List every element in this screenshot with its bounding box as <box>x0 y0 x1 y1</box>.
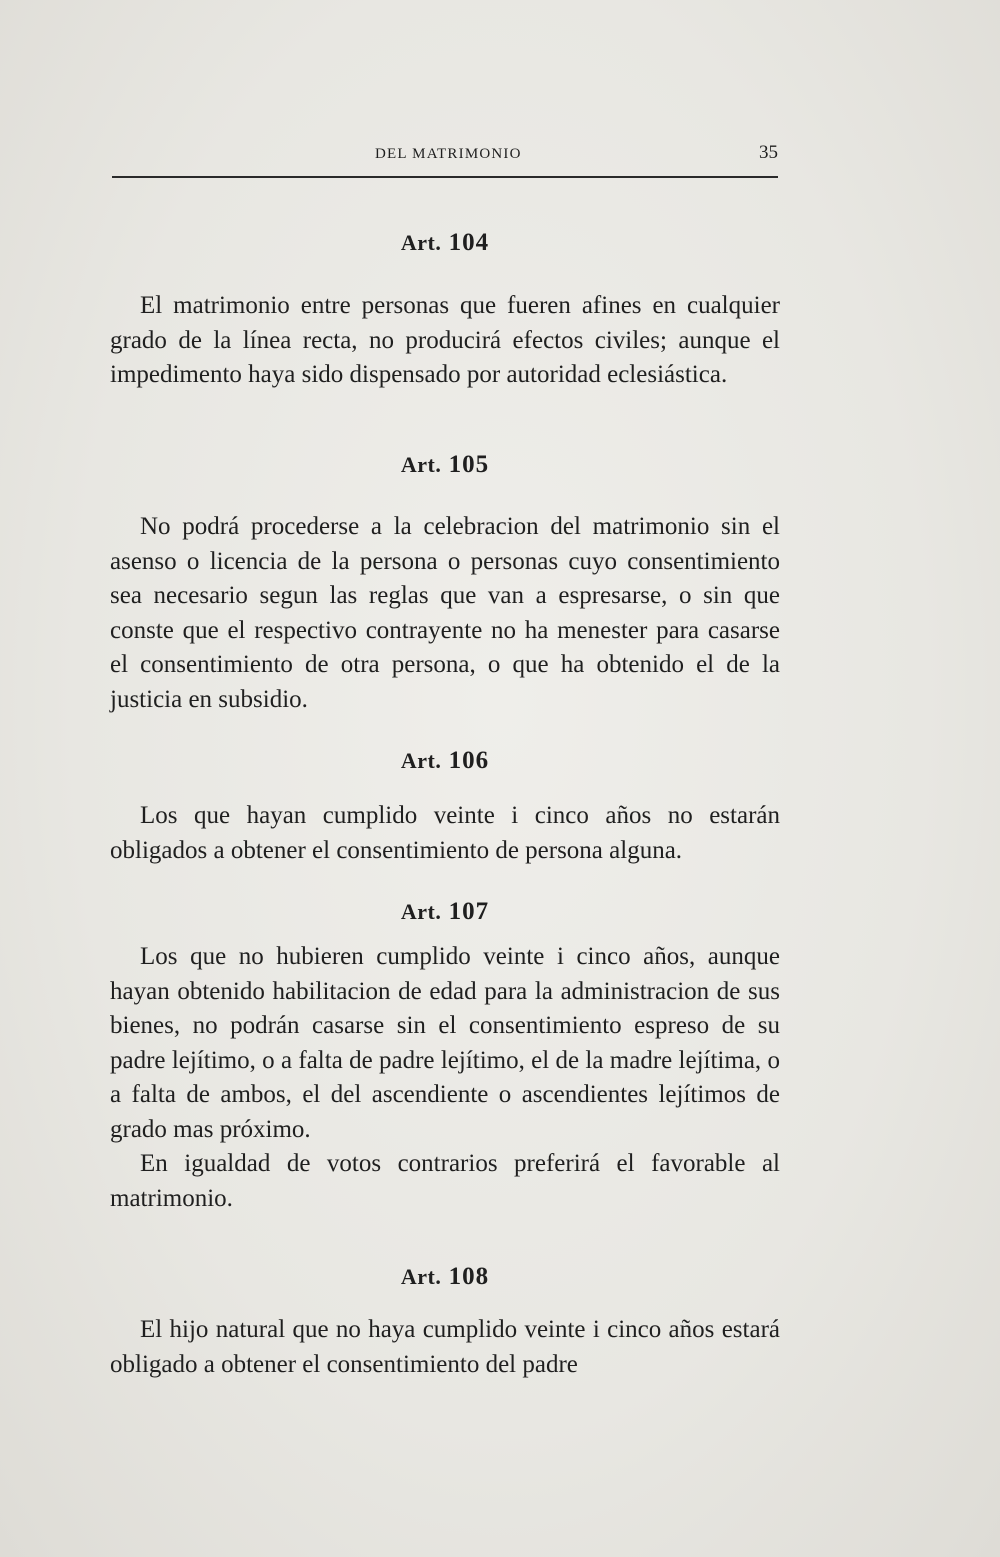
article-number: 104 <box>448 229 490 256</box>
article-heading <box>110 223 780 263</box>
article-label: Art. <box>400 1264 442 1289</box>
article-label: Art. <box>400 452 442 477</box>
article-104 <box>110 223 780 393</box>
article-number: 108 <box>448 1263 490 1290</box>
article-paragraph: El hijo natural que no haya cumplido veinte i cinco años estará obligado a obtener el consentimiento del padre <box>110 1316 780 1378</box>
article-heading <box>110 1257 780 1297</box>
article-paragraph: En igualdad de votos contrarios preferirá el favorable al matrimonio. <box>110 1150 780 1212</box>
article-106 <box>110 741 780 868</box>
article-label: Art. <box>400 899 442 924</box>
article-heading <box>110 741 780 781</box>
article-heading <box>110 892 780 932</box>
article-107 <box>110 892 780 1216</box>
article-105 <box>110 445 780 717</box>
article-number: 107 <box>448 898 490 925</box>
article-label: Art. <box>400 748 442 773</box>
page-number: 35 <box>759 142 778 163</box>
article-label: Art. <box>400 230 442 255</box>
article-paragraph: Los que no hubieren cumplido veinte i cinco años, aunque hayan obtenido habilitacion de edad para la administracion de sus bienes, no podrán casarse sin el consentimiento espreso de su padre lejítimo, o a falta de padre lejítimo, el de la madre lejítima, o a falta de ambos, el del ascendiente o ascendientes lejítimos de grado mas próximo. <box>110 943 780 1143</box>
article-paragraph: Los que hayan cumplido veinte i cinco años no estarán obligados a obtener el consentimiento de persona alguna. <box>110 802 780 864</box>
article-paragraph: El matrimonio entre personas que fueren afines en cualquier grado de la línea recta, no producirá efectos civiles; aunque el impedimento haya sido dispensado por autoridad eclesiástica. <box>110 292 780 388</box>
running-head <box>112 140 778 172</box>
article-108 <box>110 1257 780 1382</box>
article-number: 105 <box>448 451 490 478</box>
article-number: 106 <box>448 747 490 774</box>
running-title: DEL MATRIMONIO <box>375 146 522 162</box>
article-heading <box>110 445 780 485</box>
article-paragraph: No podrá procederse a la celebracion del matrimonio sin el asenso o licencia de la persona o personas cuyo consentimiento sea necesario segun las reglas que van a espresarse, o sin que conste que el respectivo contrayente no ha menester para casarse el consentimiento de otra persona, o que ha obtenido el de la justicia en subsidio. <box>110 513 780 713</box>
header-rule <box>112 176 778 178</box>
